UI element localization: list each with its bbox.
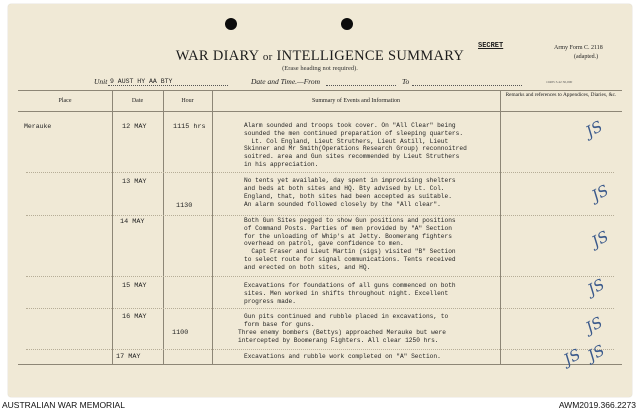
title-or: or [262,51,273,63]
entry-summary: Three enemy bombers (Bettys) approached Merauke but were intercepted by Boomerang Fighters. All clear 1250 hrs. [238,329,446,344]
entry-summary: Excavations for foundations of all guns commenced on both sites. Men worked in shifts throughout night. Excellent progress made. [244,282,456,305]
column-header-place: Place [58,98,72,104]
column-header-summary: Summary of Events and Information [312,98,400,104]
form-adapted-note: (adapted.) [574,54,599,60]
row-divider [26,349,614,350]
entry-summary: Alarm sounded and troops took cover. On "All Clear" being sounded the men continued preparation of sleeping quarters. Lt. Col England, Lieut Struthers, Lieut Astill, Lieut Skinner and Mr Smith(Operations Research Group) reconnoitred soitred. area and Gun sites recommended by Lieut Struthers in his appreciation. [244,122,467,168]
print-code: 10485 3.42 30,000 [546,80,573,84]
column-divider [500,90,501,364]
row-divider [26,276,614,277]
initials-mark: JS [584,275,608,299]
column-divider [212,90,213,364]
entry-summary: Excavations and rubble work completed on "A" Section. [244,353,441,360]
unit-label: Unit [94,77,108,86]
archive-credit: AUSTRALIAN WAR MEMORIAL [2,400,125,410]
initials-mark: JS [582,117,606,141]
entry-summary: Both Gun Sites pegged to show Gun positions and positions of Command Posts. Parties of men provided by "A" Section for the unloading of Whip's at Jetty. Boomerang fighters overhead on patrol, gave confidence to men. Capt Fraser and Lieut Martin (sigs) visited "B" Section to select route for signal communications. Tents received and erected on both sites, and HQ. [244,217,456,271]
datetime-from-label: Date and Time.—From [251,77,321,86]
column-header-remarks: Remarks and references to Appendices, Diaries, &c. [505,92,617,98]
table-top-rule [18,90,622,91]
row-divider [26,172,614,173]
entry-date: 14 MAY [120,218,145,226]
title-intelligence-summary: INTELLIGENCE SUMMARY [276,48,465,64]
to-dotted-line [412,85,522,86]
initials-mark: JS [588,227,612,251]
unit-value: 9 AUST HY AA BTY [110,78,173,85]
table-bottom-rule [18,364,622,365]
datetime-to-label: To [402,77,410,86]
secret-stamp: SECRET [478,42,504,50]
page-subtitle: (Erase heading not required). [282,65,358,72]
entry-date: 12 MAY [122,123,147,131]
initials-mark: JS [588,181,612,205]
entry-hour: 1130 [176,202,193,210]
entry-date: 15 MAY [122,282,147,290]
row-divider [26,215,614,216]
entry-hour: 1115 hrs [173,123,206,131]
initials-mark: JS [584,341,608,365]
table-header-rule [18,111,622,112]
punch-hole [341,18,353,30]
diary-page [8,4,632,397]
entry-hour: 1100 [172,329,189,337]
initials-mark: JS [560,345,584,369]
entry-summary: An alarm sounded followed closely by the "All clear". [244,201,441,208]
title-war-diary: WAR DIARY [175,48,259,64]
column-header-date: Date [131,98,144,104]
archive-accession-number: AWM2019.366.2273 [558,400,636,410]
entry-summary: Gun pits continued and rubble placed in excavations, to form base for guns. [244,313,449,328]
army-form-number: Army Form C. 2118 [554,45,603,51]
column-divider [163,90,164,364]
entry-date: 17 MAY [116,353,141,361]
row-divider [26,308,614,309]
from-dotted-line [326,85,396,86]
unit-dotted-line [108,85,228,86]
column-header-hour: Hour [181,98,194,104]
column-divider [112,90,113,364]
page-title [8,48,632,65]
entry-date: 13 MAY [122,178,147,186]
entry-date: 16 MAY [122,313,147,321]
entry-summary: No tents yet available, day spent in improvising shelters and beds at both sites and HQ. Bty advised by Lt. Col. England, that, both sites had been accepted as suitable. [244,177,456,200]
entry-place: Merauke [24,123,52,130]
punch-hole [225,18,237,30]
initials-mark: JS [582,313,606,337]
